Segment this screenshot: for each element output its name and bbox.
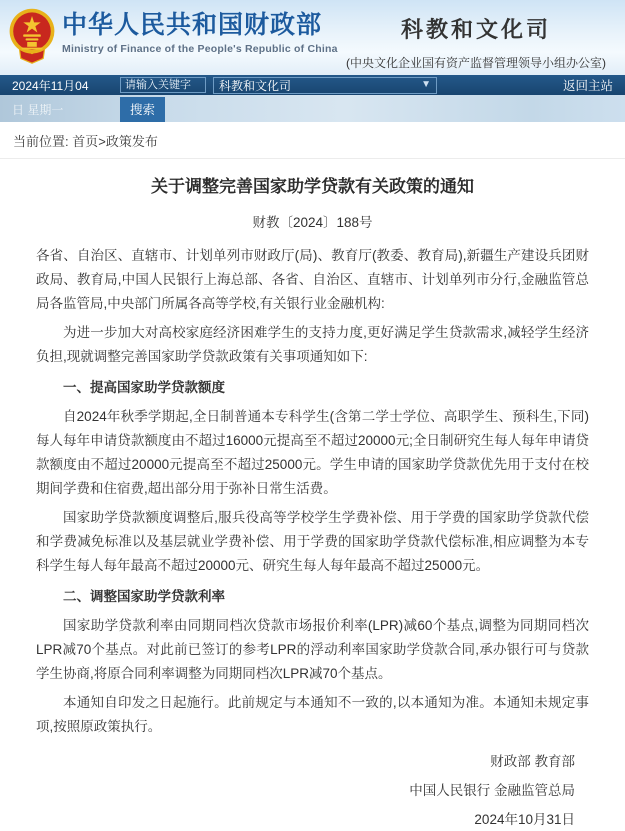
document-number: 财教〔2024〕188号	[252, 215, 373, 230]
signature-bank-regulator: 中国人民银行 金融监管总局	[409, 783, 575, 798]
section-heading-1: 一、提高国家助学贷款额度	[63, 380, 225, 395]
document-content	[0, 159, 625, 831]
return-home-link[interactable]: 返回主站	[562, 79, 613, 93]
chevron-down-icon: ▼	[421, 79, 431, 90]
department-select-value: 科教和文化司	[219, 78, 292, 93]
department-subtitle: (中央文化企业国有资产监督管理领导小组办公室)	[346, 56, 606, 70]
paragraph-quota-1: 自2024年秋季学期起,全日制普通本专科学生(含第二学士学位、高职学生、预科生,下同)每人每年申请贷款额度由不超过16000元提高至不超过20000元;全日制研究生每人每年申请贷款额度由不超过20000元提高至不超过25000元。学生申请的国家助学贷款优先用于支付在校期间学费和住宿费,超出部分用于弥补日常生活费。	[36, 409, 589, 496]
navbar	[0, 75, 625, 95]
search-input[interactable]	[120, 77, 206, 93]
department-name: 科教和文化司	[400, 17, 551, 42]
signature-date: 2024年10月31日	[474, 812, 575, 827]
breadcrumb-label: 当前位置:	[13, 134, 69, 149]
breadcrumb	[0, 122, 625, 159]
signature-ministries: 财政部 教育部	[490, 754, 575, 769]
national-emblem-icon	[8, 7, 56, 65]
current-date: 2024年11月04	[12, 78, 89, 93]
ministry-title-block	[62, 11, 338, 55]
department-block	[333, 13, 619, 71]
signature-block	[36, 751, 589, 831]
paragraph-quota-2: 国家助学贷款额度调整后,服兵役高等学校学生学费补偿、用于学费的国家助学贷款代偿和学费减免标准以及基层就业学费补偿、用于学费的国家助学贷款代偿标准,相应调整为本专科学生每人每年最高不超过20000元、研究生每人每年最高不超过25000元。	[36, 510, 589, 573]
breadcrumb-path[interactable]: 首页>政策发布	[72, 134, 158, 149]
subbar	[0, 95, 625, 122]
section-heading-2: 二、调整国家助学贷款利率	[63, 589, 225, 604]
ministry-title-cn: 中华人民共和国财政部	[62, 11, 323, 39]
paragraph-intro: 为进一步加大对高校家庭经济困难学生的支持力度,更好满足学生贷款需求,减轻学生经济负担,现就调整完善国家助学贷款政策有关事项通知如下:	[36, 325, 589, 364]
paragraph-rate: 国家助学贷款利率由同期同档次贷款市场报价利率(LPR)减60个基点,调整为同期同档次LPR减70个基点。对此前已签订的参考LPR的浮动利率国家助学贷款合同,承办银行可与贷款学生协商,将原合同利率调整为同期同档次LPR减70个基点。	[36, 618, 589, 681]
ministry-title-en: Ministry of Finance of the People's Republic of China	[62, 43, 338, 55]
site-header	[0, 0, 625, 75]
paragraph-recipients: 各省、自治区、直辖市、计划单列市财政厅(局)、教育厅(教委、教育局),新疆生产建设兵团财政局、教育局,中国人民银行上海总部、各省、自治区、直辖市、计划单列市分行,金融监管总局各监管局,中央部门所属各高等学校,有关银行业金融机构:	[36, 248, 589, 311]
weekday-text: 日 星期一	[12, 103, 64, 117]
document-body	[36, 244, 589, 739]
department-select[interactable]	[213, 77, 437, 94]
search-button[interactable]: 搜索	[120, 97, 165, 122]
document-title: 关于调整完善国家助学贷款有关政策的通知	[151, 177, 474, 196]
paragraph-effective: 本通知自印发之日起施行。此前规定与本通知不一致的,以本通知为准。本通知未规定事项,按照原政策执行。	[36, 695, 589, 734]
